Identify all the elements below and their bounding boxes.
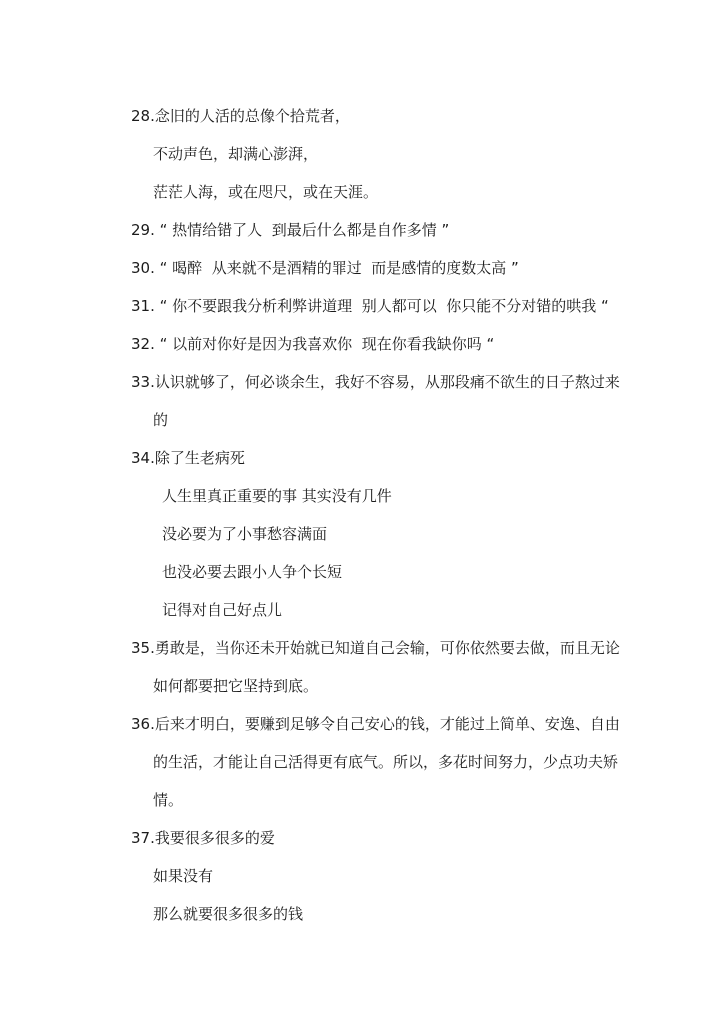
item-30: [131, 249, 711, 287]
item-29: [131, 211, 711, 249]
item-number: 29.: [131, 221, 155, 239]
quote-list: [131, 97, 711, 933]
item-number: 30.: [131, 259, 155, 277]
item-number: 31.: [131, 297, 155, 315]
item-sub-line: 记得对自己好点儿: [162, 601, 283, 619]
item-text: 我要很多很多的爱: [154, 829, 275, 847]
item-first-line: [131, 629, 711, 667]
item-number: 33.: [131, 373, 155, 391]
item-first-line: [131, 249, 711, 287]
item-continuation-line: 情。: [153, 791, 184, 809]
item-sub-line: 没必要为了小事愁容满面: [162, 525, 328, 543]
item-first-line: [131, 705, 711, 743]
item-sub-line: 也没必要去跟小人争个长短: [162, 563, 343, 581]
item-continuation-line: 不动声色，却满心澎湃，: [153, 145, 319, 163]
item-34: [131, 439, 711, 629]
item-number: 32.: [131, 335, 155, 353]
item-continuation-line: 的生活，才能让自己活得更有底气。所以，多花时间努力，少点功夫矫: [153, 753, 619, 771]
item-first-line: [131, 363, 711, 401]
item-32: [131, 325, 711, 363]
item-31: [131, 287, 711, 325]
item-text: “ 你不要跟我分析利弊讲道理 别人都可以 你只能不分对错的哄我 “: [154, 297, 609, 315]
item-text: 勇敢是，当你还未开始就已知道自己会输，可你依然要去做，而且无论: [154, 639, 620, 657]
item-text: 念旧的人活的总像个拾荒者，: [154, 107, 350, 125]
item-35: [131, 629, 711, 705]
item-continuation-line: 如何都要把它坚持到底。: [153, 677, 319, 695]
item-continuation-line: 的: [153, 411, 169, 429]
item-number: 37.: [131, 829, 155, 847]
item-number: 36.: [131, 715, 155, 733]
item-text: “ 以前对你好是因为我喜欢你 现在你看我缺你吗 “: [154, 335, 495, 353]
item-36: [131, 705, 711, 819]
item-number: 28.: [131, 107, 155, 125]
item-first-line: [131, 287, 711, 325]
item-37: [131, 819, 711, 933]
item-first-line: [131, 439, 711, 477]
item-first-line: [131, 211, 711, 249]
item-sub-line: 人生里真正重要的事 其实没有几件: [162, 487, 392, 505]
item-33: [131, 363, 711, 439]
item-text: “ 喝醉 从来就不是酒精的罪过 而是感情的度数太高 ”: [154, 259, 519, 277]
item-number: 35.: [131, 639, 155, 657]
item-continuation-line: 如果没有: [153, 867, 214, 885]
item-text: “ 热情给错了人 到最后什么都是自作多情 ”: [154, 221, 450, 239]
item-continuation-line: 那么就要很多很多的钱: [153, 905, 304, 923]
item-number: 34.: [131, 449, 155, 467]
item-text: 认识就够了，何必谈余生，我好不容易，从那段痛不欲生的日子熬过来: [154, 373, 620, 391]
item-text: 除了生老病死: [154, 449, 245, 467]
item-text: 后来才明白，要赚到足够令自己安心的钱，才能过上简单、安逸、自由: [154, 715, 620, 733]
item-continuation-line: 茫茫人海，或在咫尺，或在天涯。: [153, 183, 379, 201]
item-first-line: [131, 325, 711, 363]
item-first-line: [131, 819, 711, 857]
item-28: [131, 97, 711, 211]
item-first-line: [131, 97, 711, 135]
